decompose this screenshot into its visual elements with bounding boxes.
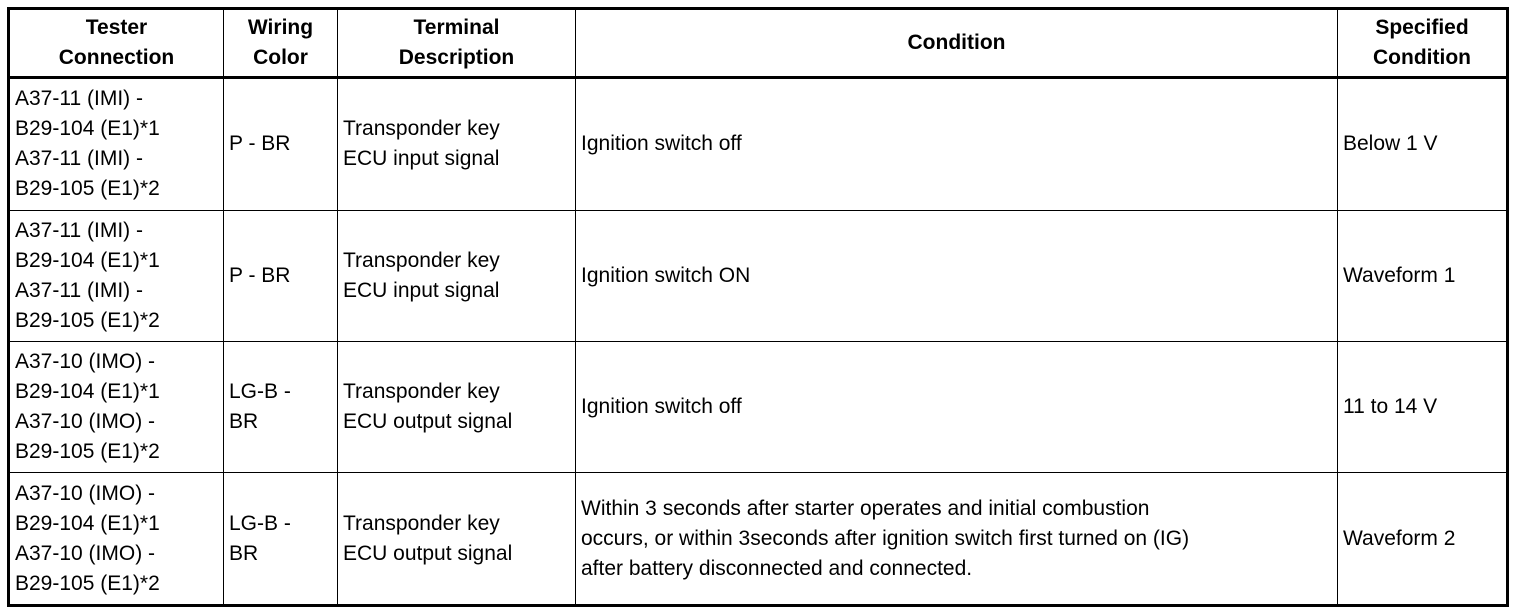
cell-terminal-description: Transponder key ECU input signal bbox=[338, 210, 576, 341]
cell-terminal-description: Transponder key ECU output signal bbox=[338, 341, 576, 472]
header-condition: Condition bbox=[576, 9, 1338, 78]
table-row bbox=[9, 210, 1508, 341]
cell-tester-connection: A37-11 (IMI) - B29-104 (E1)*1 A37-11 (IMI) - B29-105 (E1)*2 bbox=[9, 78, 224, 211]
cell-tester-connection: A37-10 (IMO) - B29-104 (E1)*1 A37-10 (IMO) - B29-105 (E1)*2 bbox=[9, 473, 224, 606]
cell-terminal-description: Transponder key ECU output signal bbox=[338, 473, 576, 606]
header-terminal-description: Terminal Description bbox=[338, 9, 576, 78]
cell-specified-condition: Below 1 V bbox=[1338, 78, 1508, 211]
terminal-spec-table bbox=[7, 7, 1509, 607]
header-wiring-color: Wiring Color bbox=[224, 9, 338, 78]
table-row bbox=[9, 341, 1508, 472]
cell-condition: Ignition switch off bbox=[576, 78, 1338, 211]
cell-wiring-color: LG-B - BR bbox=[224, 473, 338, 606]
cell-tester-connection: A37-11 (IMI) - B29-104 (E1)*1 A37-11 (IMI) - B29-105 (E1)*2 bbox=[9, 210, 224, 341]
cell-tester-connection: A37-10 (IMO) - B29-104 (E1)*1 A37-10 (IMO) - B29-105 (E1)*2 bbox=[9, 341, 224, 472]
header-specified-condition: Specified Condition bbox=[1338, 9, 1508, 78]
cell-wiring-color: P - BR bbox=[224, 210, 338, 341]
cell-condition: Ignition switch ON bbox=[576, 210, 1338, 341]
cell-specified-condition: Waveform 1 bbox=[1338, 210, 1508, 341]
cell-condition: Ignition switch off bbox=[576, 341, 1338, 472]
cell-terminal-description: Transponder key ECU input signal bbox=[338, 78, 576, 211]
cell-wiring-color: LG-B - BR bbox=[224, 341, 338, 472]
cell-specified-condition: Waveform 2 bbox=[1338, 473, 1508, 606]
table-row bbox=[9, 473, 1508, 606]
header-tester-connection: Tester Connection bbox=[9, 9, 224, 78]
table-header-row bbox=[9, 9, 1508, 78]
cell-wiring-color: P - BR bbox=[224, 78, 338, 211]
cell-specified-condition: 11 to 14 V bbox=[1338, 341, 1508, 472]
table-row bbox=[9, 78, 1508, 211]
cell-condition: Within 3 seconds after starter operates and initial combustion occurs, or within 3seconds after ignition switch first turned on (IG) after battery disconnected and connected. bbox=[576, 473, 1338, 606]
